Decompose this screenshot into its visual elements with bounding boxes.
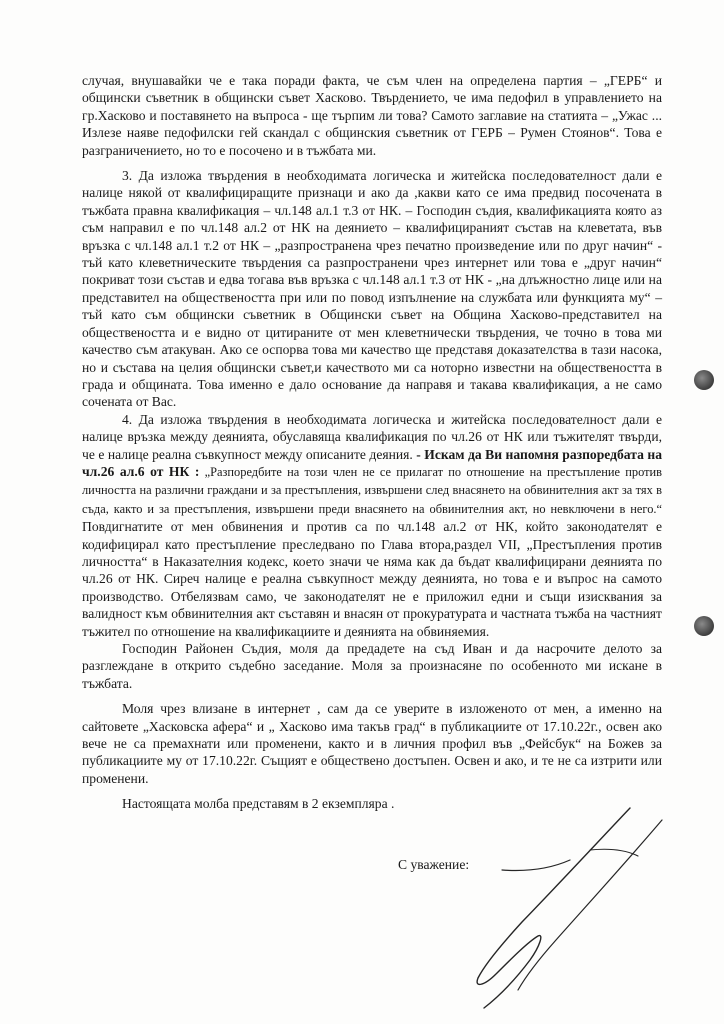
handwritten-signature — [380, 800, 700, 1020]
paragraph-4-intro: 4. Да изложа твърдения в необходимата логическа и житейска последователност дали е налице връзка между деянията, обуславяща квалификация по чл.26 от НК или тъжителят твърди, че е налице реална съвкупност между описаните деяния. — [82, 411, 662, 462]
paragraph-3: 3. Да изложа твърдения в необходимата логическа и житейска последователност дали е налице някой от квалифициращите признаци и ако да ,какви като се има предвид посочената в тъжбата правна квалификация – чл.148 ал.1 т.3 от НК. – Господин съдия, квалификацията която аз съм направил е по чл.148 ал.2 от НК на деянието – квалифицираният състав на клеветата, във връзка с чл.148 ал.1 т.2 от НК – „разпространена чрез печатно произведение или по друг начин“ - тъй като клеветническите твърдения са разпространени чрез интернет или това е „друг начин“ покриват този състав и едва тогава във връзка с чл.148 ал.1 т.3 от НК - „на длъжностно лице или на представител на обществеността при или по повод изпълнение на службата или функцията му“ – тъй като съм общински съветник в Общински съвет на Община Хасково-представител на обществеността и е видно от цитираните от мен клеветнически твърдения, че точно в това ми качество съм атакуван. Ако се оспорва това ми качество ще представя доказателства в тази насока, но и състава на целия общински съвет,и качеството ми са ноторно известни на обществеността в града и общината. Това именно е дало основание да направя и такава квалификация, а не само сочената от Вас. — [82, 168, 662, 410]
paragraph-1: случая, внушавайки че е така поради факта, че съм член на определена партия – „ГЕРБ“ и общински съветник в общински съвет Хасково. Твърдението, че има педофил в управлението на гр.Хасково и поставянето на въпроса - ще търпим ли това? Самото заглавие на статията – „Ужас ... Излезе наяве педофилски гей скандал с общинския съветник от ГЕРБ – Румен Стоянов“. Това е разграничението, но то е посочено и в тъжбата ми. — [82, 73, 662, 158]
punch-hole-top — [694, 370, 714, 390]
paragraph-request-court: Господин Районен Съдия, моля да предадете на съд Иван и да насрочите делото за разглеждане в открито съдебно заседание. Моля за произнасяне по особенното ми искане в тъжбата. — [82, 641, 662, 691]
punch-hole-bottom — [694, 616, 714, 636]
paragraph-4-bold-reminder: - Искам да Ви напомня разпоредбата на чл.26 ал.6 от НК : — [82, 446, 662, 479]
closing-salutation: С уважение: — [398, 857, 470, 872]
paragraph-internet: Моля чрез влизане в интернет , сам да се уверите в изложеното от мен, а именно на сайтовете „Хасковска афера“ и „ Хасково има такъв град“ в публикациите от 17.10.22г., освен ако вече не са премахнати или променени, както и в личния профил във „Фейсбук“ на Божев за публикациите му от 17.10.22г. Същият е обществено достъпен. Освен и ако, и те не са изтрити или променени. — [82, 701, 662, 786]
paragraph-4 — [82, 411, 662, 640]
paragraph-4-rest: Повдигнатите от мен обвинения и против са по чл.148 ал.2 от НК, който законодателят е кодифицирал като престъпление преследвано по Глава втора,раздел VII, „Престъпления против личността“ в Наказателния кодекс, което значи че няма как да бъдат квалифицирани деянията по чл.26 от НК. Сиреч налице е реална съвкупност между деянията, но това е и въпрос на самото производство. Отбелязвам само, че законодателят не е приложил едни и същи изисквания за валидност към обвинителния акт съставян и внасян от прокуратурата и частната тъжба на частният тъжител по отношение на квалификациите и деянията на обвиняемия. — [82, 519, 662, 639]
paragraph-copies: Настоящата молба представям в 2 екземпляра . — [122, 796, 395, 812]
letter-body — [82, 72, 662, 813]
paragraph-4-quote: „Разпоредбите на този член не се прилагат по отношение на престъпление против личността на различни граждани и за престъпления, извършени след внасянето на обвинителния акт за тях в съда, както и за престъпления, извършени преди внасянето на обвинителния акт, но невключени в него.“ — [82, 464, 663, 516]
